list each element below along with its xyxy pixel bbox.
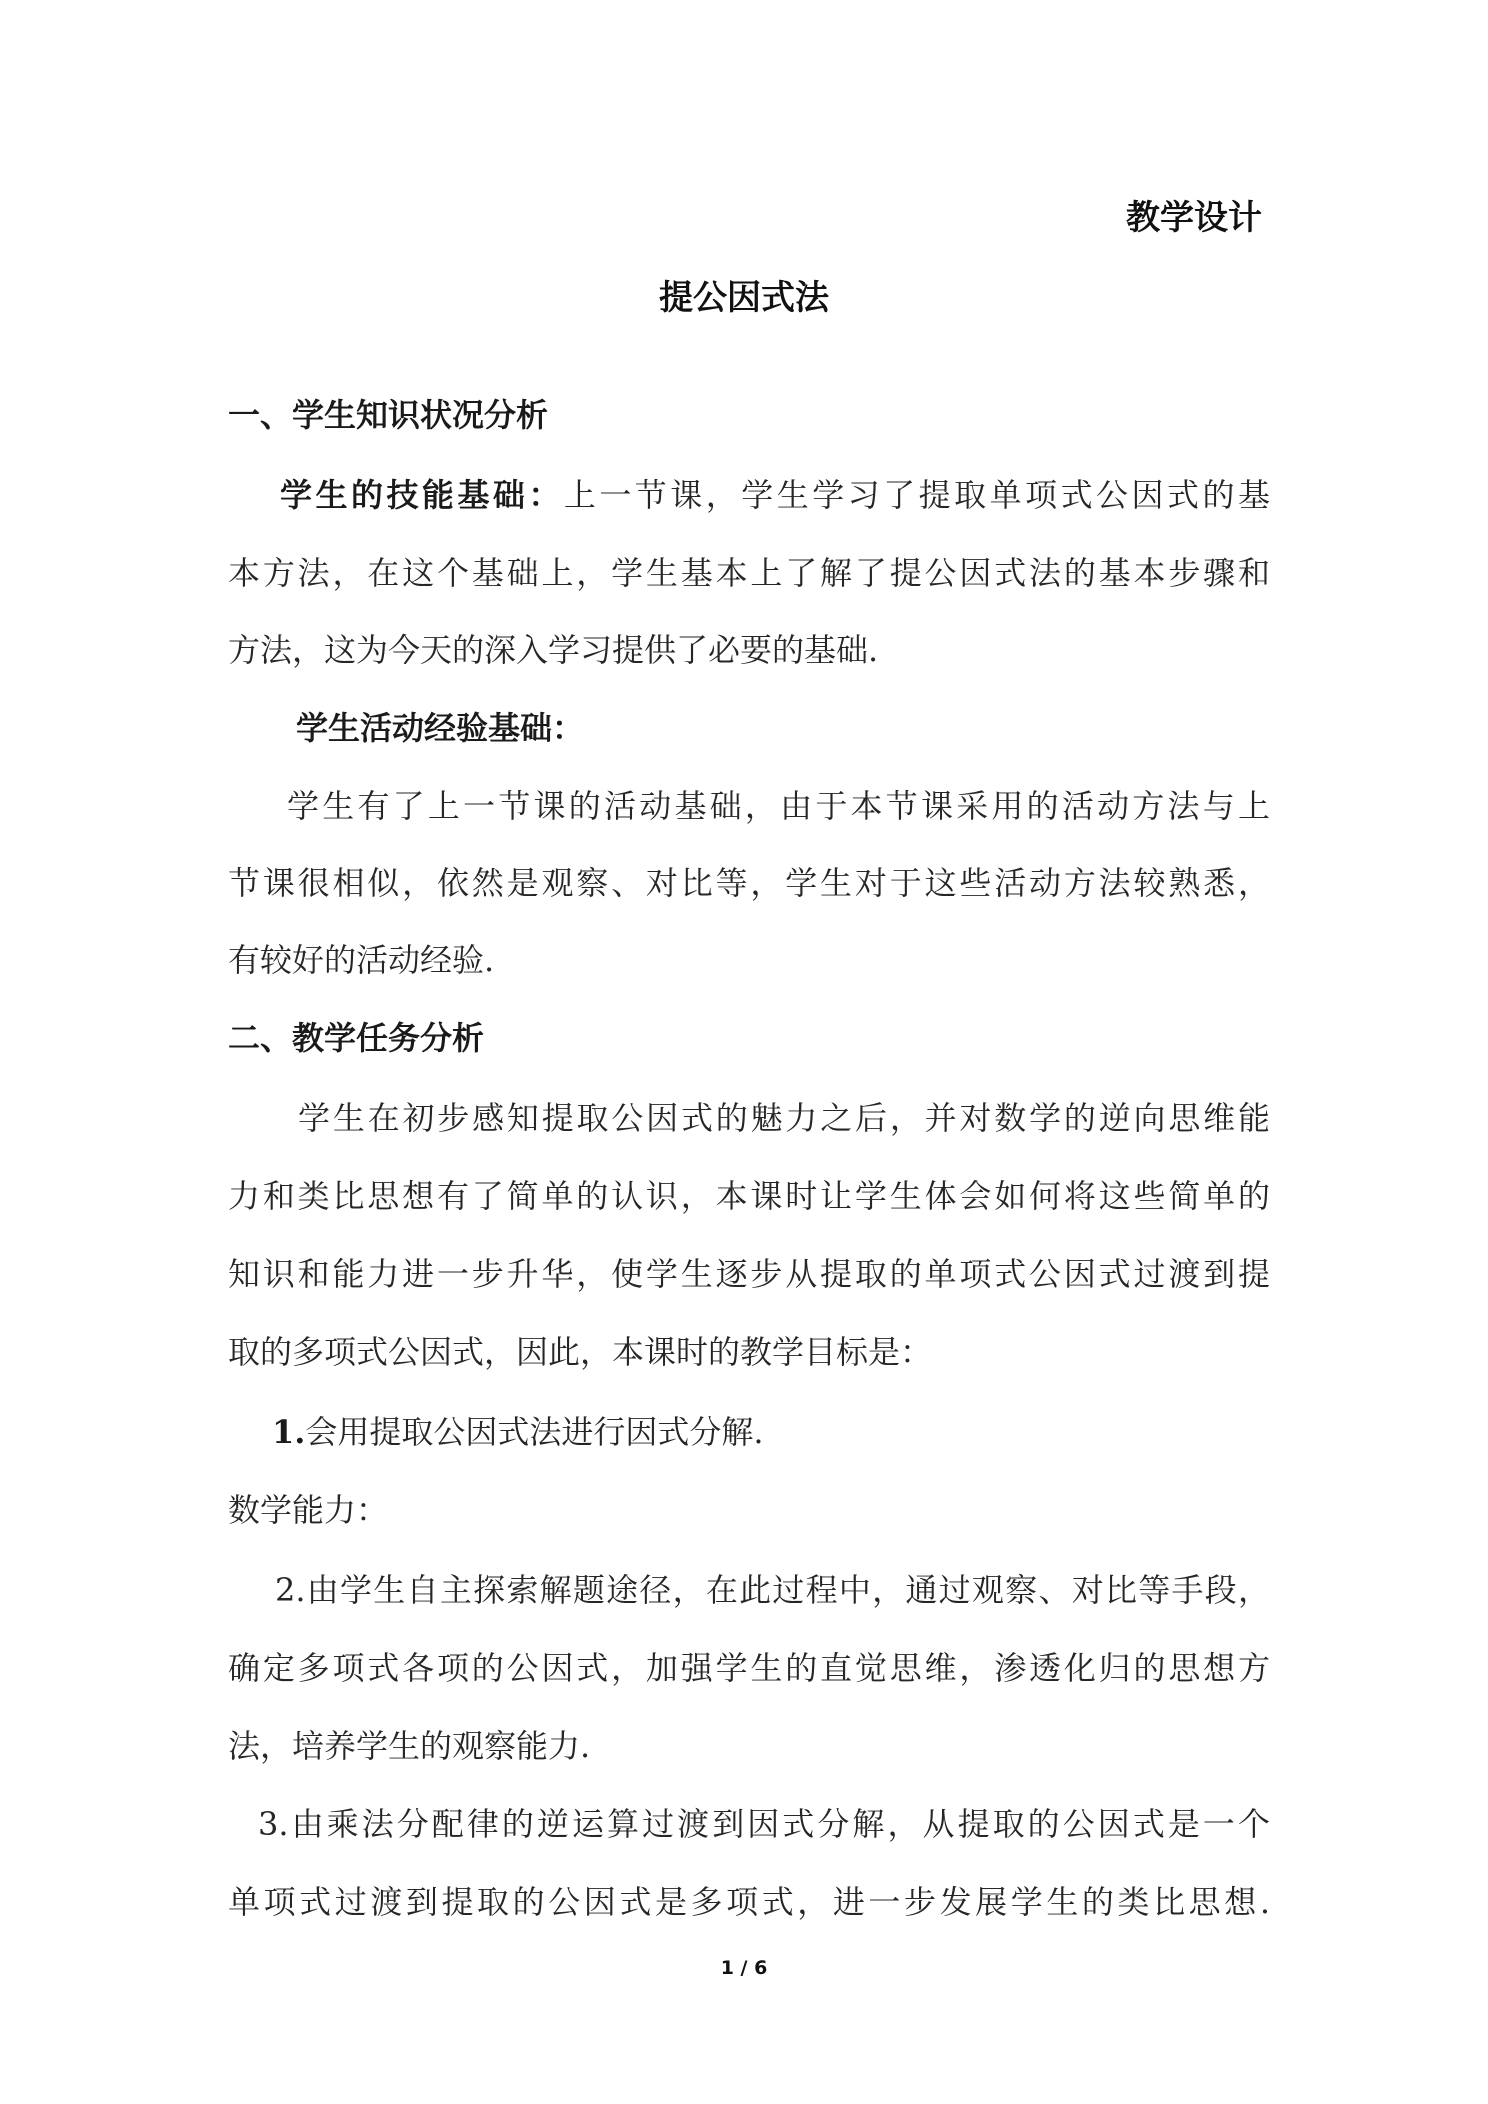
activity-basis-line-1: 学生有了上一节课的活动基础，由于本节课采用的活动方法与上	[287, 787, 1270, 825]
goal-2-line-1	[275, 1570, 1270, 1610]
goal-1-text: 会用提取公因式法进行因式分解.	[305, 1413, 764, 1451]
task-analysis-line-3: 知识和能力进一步升华，使学生逐步从提取的单项式公因式过渡到提	[228, 1255, 1270, 1293]
goal-2-line-2: 确定多项式各项的公因式，加强学生的直觉思维，渗透化归的思想方	[228, 1649, 1270, 1687]
task-analysis-line-2: 力和类比思想有了简单的认识，本课时让学生体会如何将这些简单的	[228, 1177, 1270, 1215]
goal-3-text: 由乘法分配律的逆运算过渡到因式分解，从提取的公因式是一个	[288, 1805, 1270, 1843]
section-heading-1: 一、学生知识状况分析	[228, 396, 549, 434]
math-ability-label: 数学能力：	[228, 1491, 389, 1529]
goal-2-number: 2.	[275, 1571, 306, 1609]
skill-basis-line-1	[280, 475, 1270, 515]
goal-1	[272, 1412, 764, 1452]
activity-basis-line-3: 有较好的活动经验.	[228, 941, 495, 979]
skill-basis-label: 学生的技能基础：	[280, 476, 564, 514]
task-analysis-line-1: 学生在初步感知提取公因式的魅力之后，并对数学的逆向思维能	[298, 1099, 1270, 1137]
goal-2-line-3: 法，培养学生的观察能力.	[228, 1727, 591, 1765]
skill-basis-text: 上一节课，学生学习了提取单项式公因式的基	[563, 476, 1270, 514]
activity-basis-label: 学生活动经验基础：	[296, 709, 585, 747]
document-title: 提公因式法	[659, 278, 829, 318]
goal-2-text: 由学生自主探索解题途径，在此过程中，通过观察、对比等手段，	[305, 1571, 1270, 1609]
goal-3-line-2: 单项式过渡到提取的公因式是多项式，进一步发展学生的类比思想.	[228, 1883, 1270, 1921]
goal-1-number: 1.	[272, 1413, 306, 1451]
goal-3-line-1	[258, 1804, 1270, 1844]
section-heading-2: 二、教学任务分析	[228, 1019, 485, 1057]
activity-basis-line-2: 节课很相似，依然是观察、对比等，学生对于这些活动方法较熟悉，	[228, 864, 1270, 902]
page-number: 1 / 6	[720, 1957, 768, 1979]
goal-3-number: 3.	[258, 1805, 289, 1843]
document-type-label: 教学设计	[1126, 198, 1262, 238]
skill-basis-line-2: 本方法，在这个基础上，学生基本上了解了提公因式法的基本步骤和	[228, 554, 1270, 592]
task-analysis-line-4: 取的多项式公因式，因此，本课时的教学目标是：	[228, 1333, 933, 1371]
skill-basis-line-3: 方法，这为今天的深入学习提供了必要的基础.	[228, 631, 879, 669]
